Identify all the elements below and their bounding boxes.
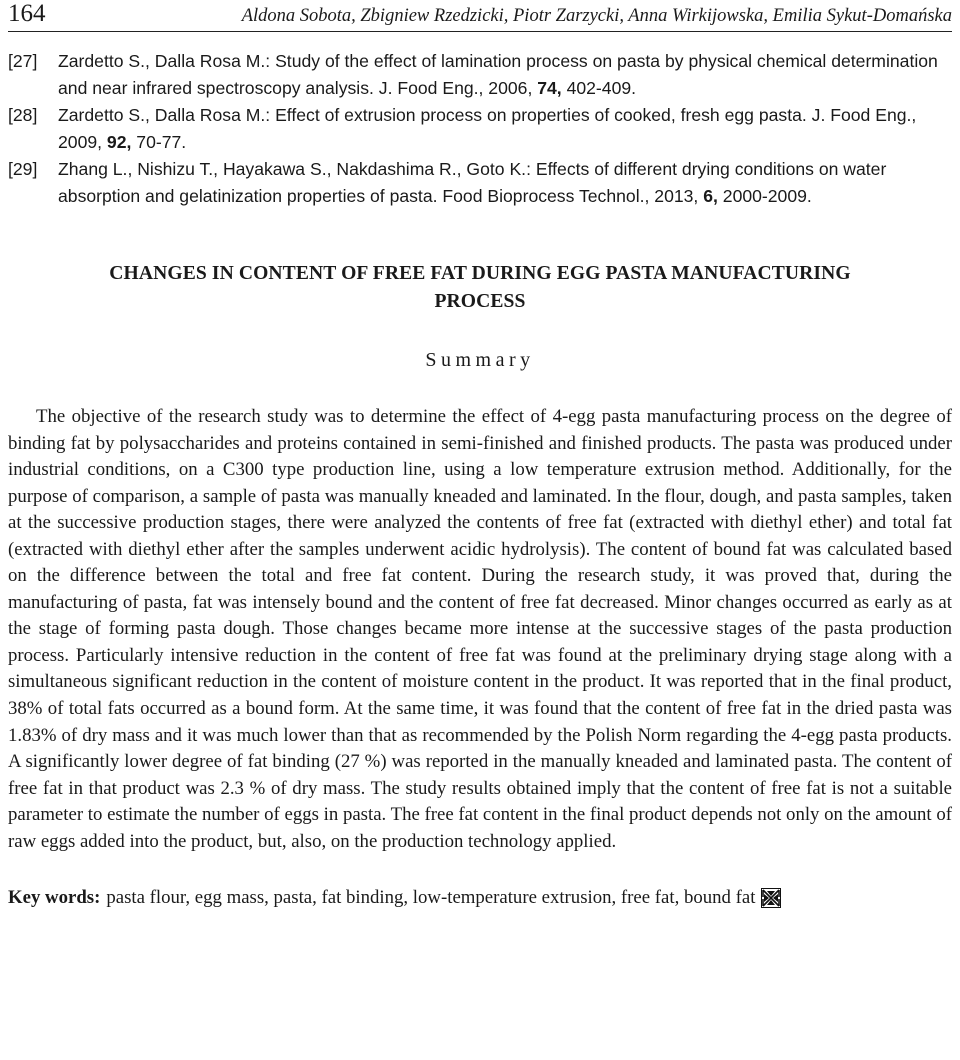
reference-number: [29] <box>8 159 38 179</box>
reference-item <box>8 102 952 156</box>
reference-volume: 92, <box>106 132 132 152</box>
page-number: 164 <box>8 0 46 27</box>
reference-authors: Zhang L., Nishizu T., Hayakawa S., Nakdashima R., Goto K. <box>58 159 527 179</box>
article-title <box>8 260 952 316</box>
keywords-label: Key words: <box>8 887 101 909</box>
reference-text <box>58 48 952 102</box>
article-title-line: PROCESS <box>434 291 526 312</box>
reference-body: : Study of the effect of lamination process on pasta by physical chemical determination and near infrared spectroscopy analysis. J. Food Eng., 2006, <box>58 51 938 98</box>
reference-number: [28] <box>8 105 38 125</box>
summary-heading: Summary <box>425 349 535 371</box>
journal-end-mark-icon <box>761 888 781 908</box>
reference-authors: Zardetto S., Dalla Rosa M. <box>58 105 266 125</box>
abstract <box>8 404 952 855</box>
reference-item <box>8 48 952 102</box>
reference-pages: 402-409. <box>561 78 637 98</box>
reference-body: : Effect of extrusion process on properties of cooked, fresh egg pasta. J. Food Eng., 2009, <box>58 105 917 152</box>
reference-authors: Zardetto S., Dalla Rosa M. <box>58 51 266 71</box>
keywords <box>8 885 952 911</box>
reference-number: [27] <box>8 51 38 71</box>
reference-list <box>8 48 952 210</box>
reference-text <box>58 102 952 156</box>
running-authors: Aldona Sobota, Zbigniew Rzedzicki, Piotr Zarzycki, Anna Wirkijowska, Emilia Sykut-Domańska <box>241 6 952 26</box>
reference-pages: 70-77. <box>131 132 187 152</box>
reference-volume: 74, <box>537 78 562 98</box>
reference-text <box>58 156 952 210</box>
keywords-text: pasta flour, egg mass, pasta, fat binding, low-temperature extrusion, free fat, bound fat <box>106 887 756 909</box>
reference-pages: 2000-2009. <box>717 186 812 206</box>
reference-item <box>8 156 952 210</box>
article-title-line: CHANGES IN CONTENT OF FREE FAT DURING EGG PASTA MANUFACTURING <box>109 263 851 284</box>
reference-body: : Effects of different drying conditions on water absorption and gelatinization properties of pasta. Food Bioprocess Technol., 2013, <box>58 159 887 206</box>
abstract-paragraph: The objective of the research study was to determine the effect of 4-egg pasta manufacturing process on the degree of binding fat by polysaccharides and proteins contained in semi-finished and finished products. The pasta was produced under industrial conditions, on a C300 type production line, using a low temperature extrusion method. Additionally, for the purpose of comparison, a sample of pasta was manually kneaded and laminated. In the flour, dough, and pasta samples, taken at the successive production stages, there were analyzed the contents of free fat (extracted with diethyl ether) and total fat (extracted with diethyl ether after the samples underwent acidic hydrolysis). The content of bound fat was calculated based on the difference between the total and free fat content. During the research study, it was proved that, during the manufacturing of pasta, fat was intensely bound and the content of free fat decreased. Minor changes occurred as early as at the stage of forming pasta dough. Those changes became more intense at the successive stages of the pasta production process. Particularly intensive reduction in the content of free fat was found at the preliminary drying stage along with a simultaneous significant reduction in the content of moisture content in the product. It was reported that in the final product, 38% of total fats occurred as a bound form. At the same time, it was found that the content of free fat in the dried pasta was 1.83% of dry mass and it was much lower than that as recommended by the Polish Norm regarding the 4-egg pasta products. A significantly lower degree of fat binding (27 %) was reported in the manually kneaded and laminated pasta. The content of free fat in that product was 2.3 % of dry mass. The study results obtained imply that the content of free fat is not a suitable parameter to estimate the number of eggs in pasta. The free fat content in the final product depends not only on the amount of raw eggs added into the product, but, also, on the production technology applied. <box>8 406 952 852</box>
reference-volume: 6, <box>703 186 718 206</box>
running-header <box>8 0 952 32</box>
